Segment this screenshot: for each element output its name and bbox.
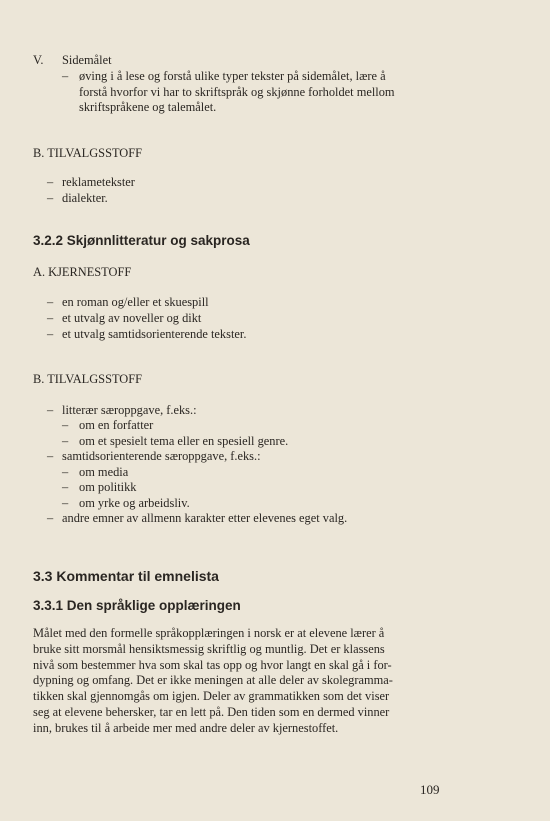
heading-3-3: 3.3 Kommentar til emnelista	[33, 568, 219, 584]
list-item: andre emner av allmenn karakter etter elevenes eget valg.	[62, 511, 348, 525]
section-v-title: Sidemålet	[62, 53, 112, 67]
list-dash: –	[47, 511, 54, 525]
page-number: 109	[420, 782, 440, 797]
list-dash: –	[62, 465, 69, 479]
section-v-item-line: øving i å lese og forstå ulike typer tekster på sidemålet, lære å	[79, 69, 386, 83]
paragraph-line: tikken skal gjennomgås om igjen. Deler av grammatikken som det viser	[33, 689, 390, 704]
list-dash: –	[47, 449, 54, 463]
sub-list-item: om en forfatter	[79, 418, 154, 432]
list-item: samtidsorienterende særoppgave, f.eks.:	[62, 449, 261, 463]
sub-list-item: om media	[79, 465, 129, 479]
paragraph-line: bruke sitt morsmål hensiktsmessig skriftlig og muntlig. Det er klassens	[33, 641, 385, 656]
list-dash: –	[47, 191, 54, 205]
tilvalgsstoff-heading-1: B. TILVALGSSTOFF	[33, 146, 143, 160]
paragraph-line: nivå som bestemmer hva som skal tas opp og hvor langt en skal gå i for-	[33, 657, 392, 672]
sub-list-item: om et spesielt tema eller en spesiell genre.	[79, 434, 289, 448]
paragraph-line: dypning og omfang. Det er ikke meningen at alle deler av skolegramma-	[33, 673, 393, 688]
sub-list-item: om politikk	[79, 480, 137, 494]
list-dash: –	[62, 496, 69, 510]
list-dash: –	[47, 295, 54, 309]
list-item: et utvalg samtidsorienterende tekster.	[62, 327, 247, 341]
list-item: et utvalg av noveller og dikt	[62, 311, 202, 325]
list-dash: –	[47, 403, 54, 417]
list-item: en roman og/eller et skuespill	[62, 295, 209, 309]
section-v-item-line: skriftspråkene og talemålet.	[79, 100, 217, 114]
section-v-number: V.	[33, 53, 44, 67]
list-dash: –	[47, 175, 54, 189]
list-dash: –	[62, 480, 69, 494]
sub-list-item: om yrke og arbeidsliv.	[79, 496, 190, 510]
list-item: litterær særoppgave, f.eks.:	[62, 403, 197, 417]
list-dash: –	[62, 434, 69, 448]
list-dash: –	[62, 69, 69, 83]
heading-3-2-2: 3.2.2 Skjønnlitteratur og sakprosa	[33, 233, 250, 248]
list-item: reklametekster	[62, 175, 135, 189]
body-paragraph	[33, 626, 463, 737]
list-item: dialekter.	[62, 191, 108, 205]
kjernestoff-heading: A. KJERNESTOFF	[33, 265, 132, 279]
list-dash: –	[47, 327, 54, 341]
heading-3-3-1: 3.3.1 Den språklige opplæringen	[33, 598, 241, 613]
tilvalgsstoff-heading-2: B. TILVALGSSTOFF	[33, 372, 143, 386]
paragraph-line: Målet med den formelle språkopplæringen i norsk er at elevene lærer å	[33, 626, 385, 640]
paragraph-line: inn, brukes til å arbeide mer med andre deler av kjernestoffet.	[33, 720, 339, 735]
paragraph-line: seg at elevene behersker, tar en lett på. Den tiden som en dermed vinner	[33, 704, 390, 719]
list-dash: –	[62, 418, 69, 432]
section-v-item-line: forstå hvorfor vi har to skriftspråk og skjønne forholdet mellom	[79, 85, 395, 99]
list-dash: –	[47, 311, 54, 325]
